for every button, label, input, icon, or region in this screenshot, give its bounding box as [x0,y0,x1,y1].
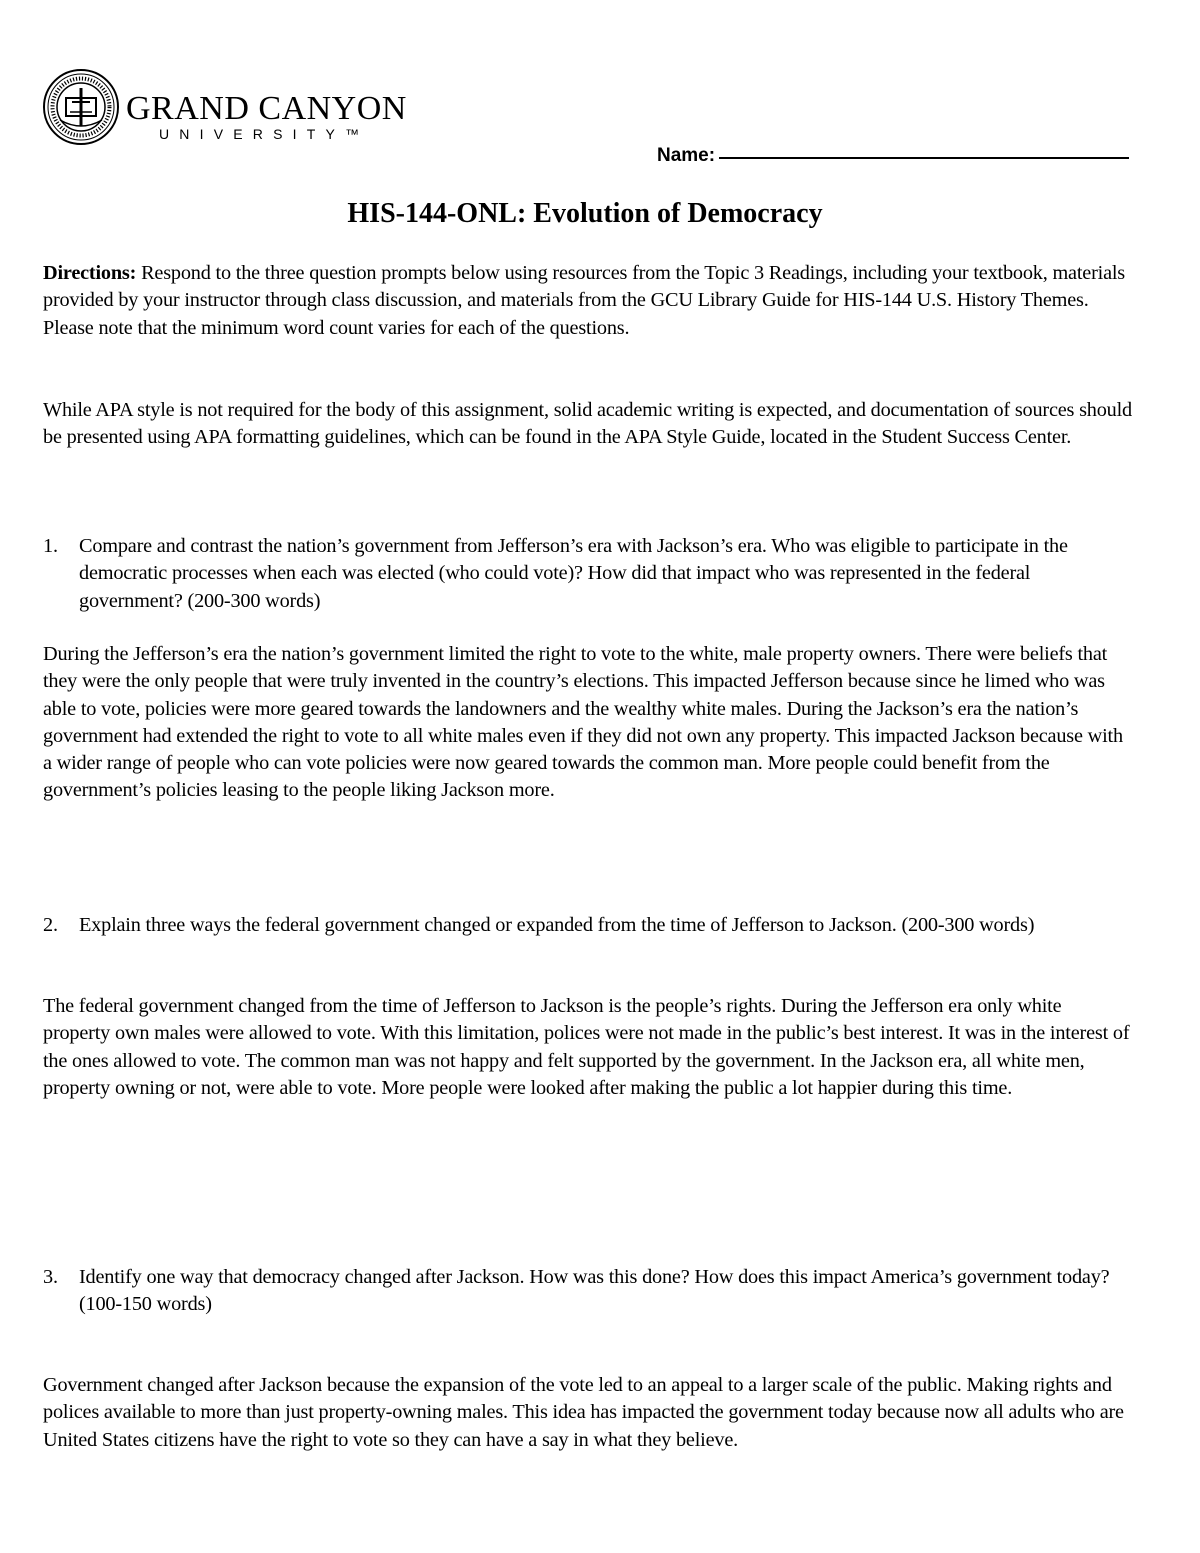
question-number: 2. [43,914,58,936]
answer-3: Government changed after Jackson because the expansion of the vote led to an appeal to a larger scale of the public. Making rights and polices available to more than just property-owning males. This idea has impacted the government today because now all adults who are United States citizens have the right to vote so they can have a say in what they believe. [43,1374,1124,1451]
directions-paragraph [43,260,1133,342]
institution-name: GRAND CANYON [126,90,407,127]
directions-text: Respond to the three question prompts below using resources from the Topic 3 Readings, including your textbook, materials provided by your instructor through class discussion, and materials from the GCU Library Guide for HIS-144 U.S. History Themes. Please note that the minimum word count varies for each of the questions. [43,262,1126,339]
university-logo [42,68,407,146]
question-prompt: Explain three ways the federal government changed or expanded from the time of Jefferson to Jackson. (200-300 words) [79,914,1035,936]
question-prompt: Compare and contrast the nation’s government from Jefferson’s era with Jackson’s era. Who was eligible to participate in the democratic processes when each was elected (who could vote)? How did that impact who was represented in the federal government? (200-300 words) [79,535,1068,612]
institution-subtitle: UNIVERSITY™ [159,126,370,142]
answer-1: During the Jefferson’s era the nation’s government limited the right to vote to the white, male property owners. There were beliefs that they were the only people that were truly invented in the country’s elections. This impacted Jefferson because since he limed who was able to vote, policies were more geared towards the landowners and the wealthy white males. During the Jackson’s era the nation’s government had extended the right to vote to all white males even if they did not own any property. This impacted Jackson because with a wider range of people who can vote policies were now geared towards the common man. More people could benefit from the government’s policies leasing to the people liking Jackson more. [43,643,1123,802]
name-field [657,145,1129,167]
name-blank-line[interactable] [719,157,1129,159]
name-label: Name: [657,145,716,166]
answer-2: The federal government changed from the time of Jefferson to Jackson is the people’s rights. During the Jefferson era only white property own males were allowed to vote. With this limitation, polices were not made in the public’s best interest. It was in the interest of the ones allowed to vote. The common man was not happy and felt supported by the government. In the Jackson era, all white men, property owning or not, were able to vote. More people were looked after making the public a lot happier during this time. [43,995,1130,1099]
question-2 [43,912,1133,939]
university-seal-icon [42,68,120,146]
question-prompt: Identify one way that democracy changed after Jackson. How was this done? How does this impact America’s government today? (100-150 words) [79,1266,1110,1316]
apa-note: While APA style is not required for the body of this assignment, solid academic writing is expected, and documentation of sources should be presented using APA formatting guidelines, which can be found in the APA Style Guide, located in the Student Success Center. [43,399,1133,449]
university-wordmark [126,92,407,142]
question-3 [43,1264,1133,1319]
question-number: 3. [43,1266,58,1288]
page-title: HIS-144-ONL: Evolution of Democracy [347,198,823,229]
directions-label: Directions: [43,262,137,284]
question-1 [43,533,1133,615]
question-number: 1. [43,535,58,557]
